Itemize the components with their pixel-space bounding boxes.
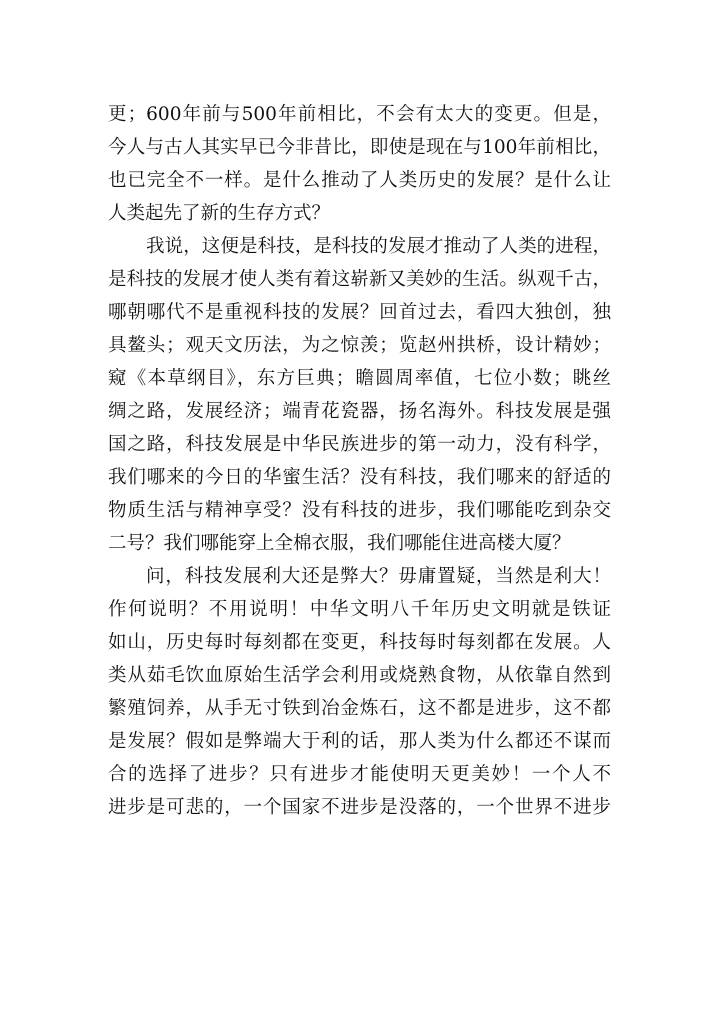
text-line: 具鳌头；观天文历法，为之惊羡；览赵州拱桥，设计精妙； [108,335,611,356]
text-line: 是发展？假如是弊端大于利的话，那人类为什么都还不谋而 [108,731,611,752]
text-line: 物质生活与精神享受？没有科技的进步，我们哪能吃到杂交 [108,500,611,521]
text-line: 合的选择了进步？只有进步才能使明天更美妙！一个人不 [108,764,611,785]
text-line: 国之路，科技发展是中华民族进步的第一动力，没有科学， [108,434,611,455]
text-line: 人类起先了新的生存方式？ [108,203,331,224]
text-line: 我说，这便是科技，是科技的发展才推动了人类的进程， [146,236,611,257]
document-body [108,98,611,824]
text-line: 也已完全不一样。是什么推动了人类历史的发展？是什么让 [108,170,611,191]
text-line: 类从茹毛饮血原始生活学会利用或烧熟食物，从依靠自然到 [108,665,611,686]
text-line: 今人与古人其实早已今非昔比，即使是现在与100年前相比， [108,137,611,158]
text-line: 我们哪来的今日的华蜜生活？没有科技，我们哪来的舒适的 [108,467,611,488]
text-line: 进步是可悲的，一个国家不进步是没落的，一个世界不进步 [108,797,611,818]
text-line: 哪朝哪代不是重视科技的发展？回首过去，看四大独创，独 [108,302,611,323]
text-line: 繁殖饲养，从手无寸铁到冶金炼石，这不都是进步，这不都 [108,698,611,719]
text-line: 更；600年前与500年前相比，不会有太大的变更。但是， [108,104,611,125]
text-line: 作何说明？不用说明！中华文明八千年历史文明就是铁证 [108,599,611,620]
text-line: 二号？我们哪能穿上全棉衣服，我们哪能住进高楼大厦？ [108,533,571,554]
text-line: 如山，历史每时每刻都在变更，科技每时每刻都在发展。人 [108,632,611,653]
text-line: 问，科技发展利大还是弊大？毋庸置疑，当然是利大！ [146,566,611,587]
text-line: 是科技的发展才使人类有着这崭新又美妙的生活。纵观千古， [108,269,611,290]
text-line: 绸之路，发展经济；端青花瓷器，扬名海外。科技发展是强 [108,401,611,422]
text-line: 窥《本草纲目》，东方巨典；瞻圆周率值，七位小数；眺丝 [108,368,611,389]
